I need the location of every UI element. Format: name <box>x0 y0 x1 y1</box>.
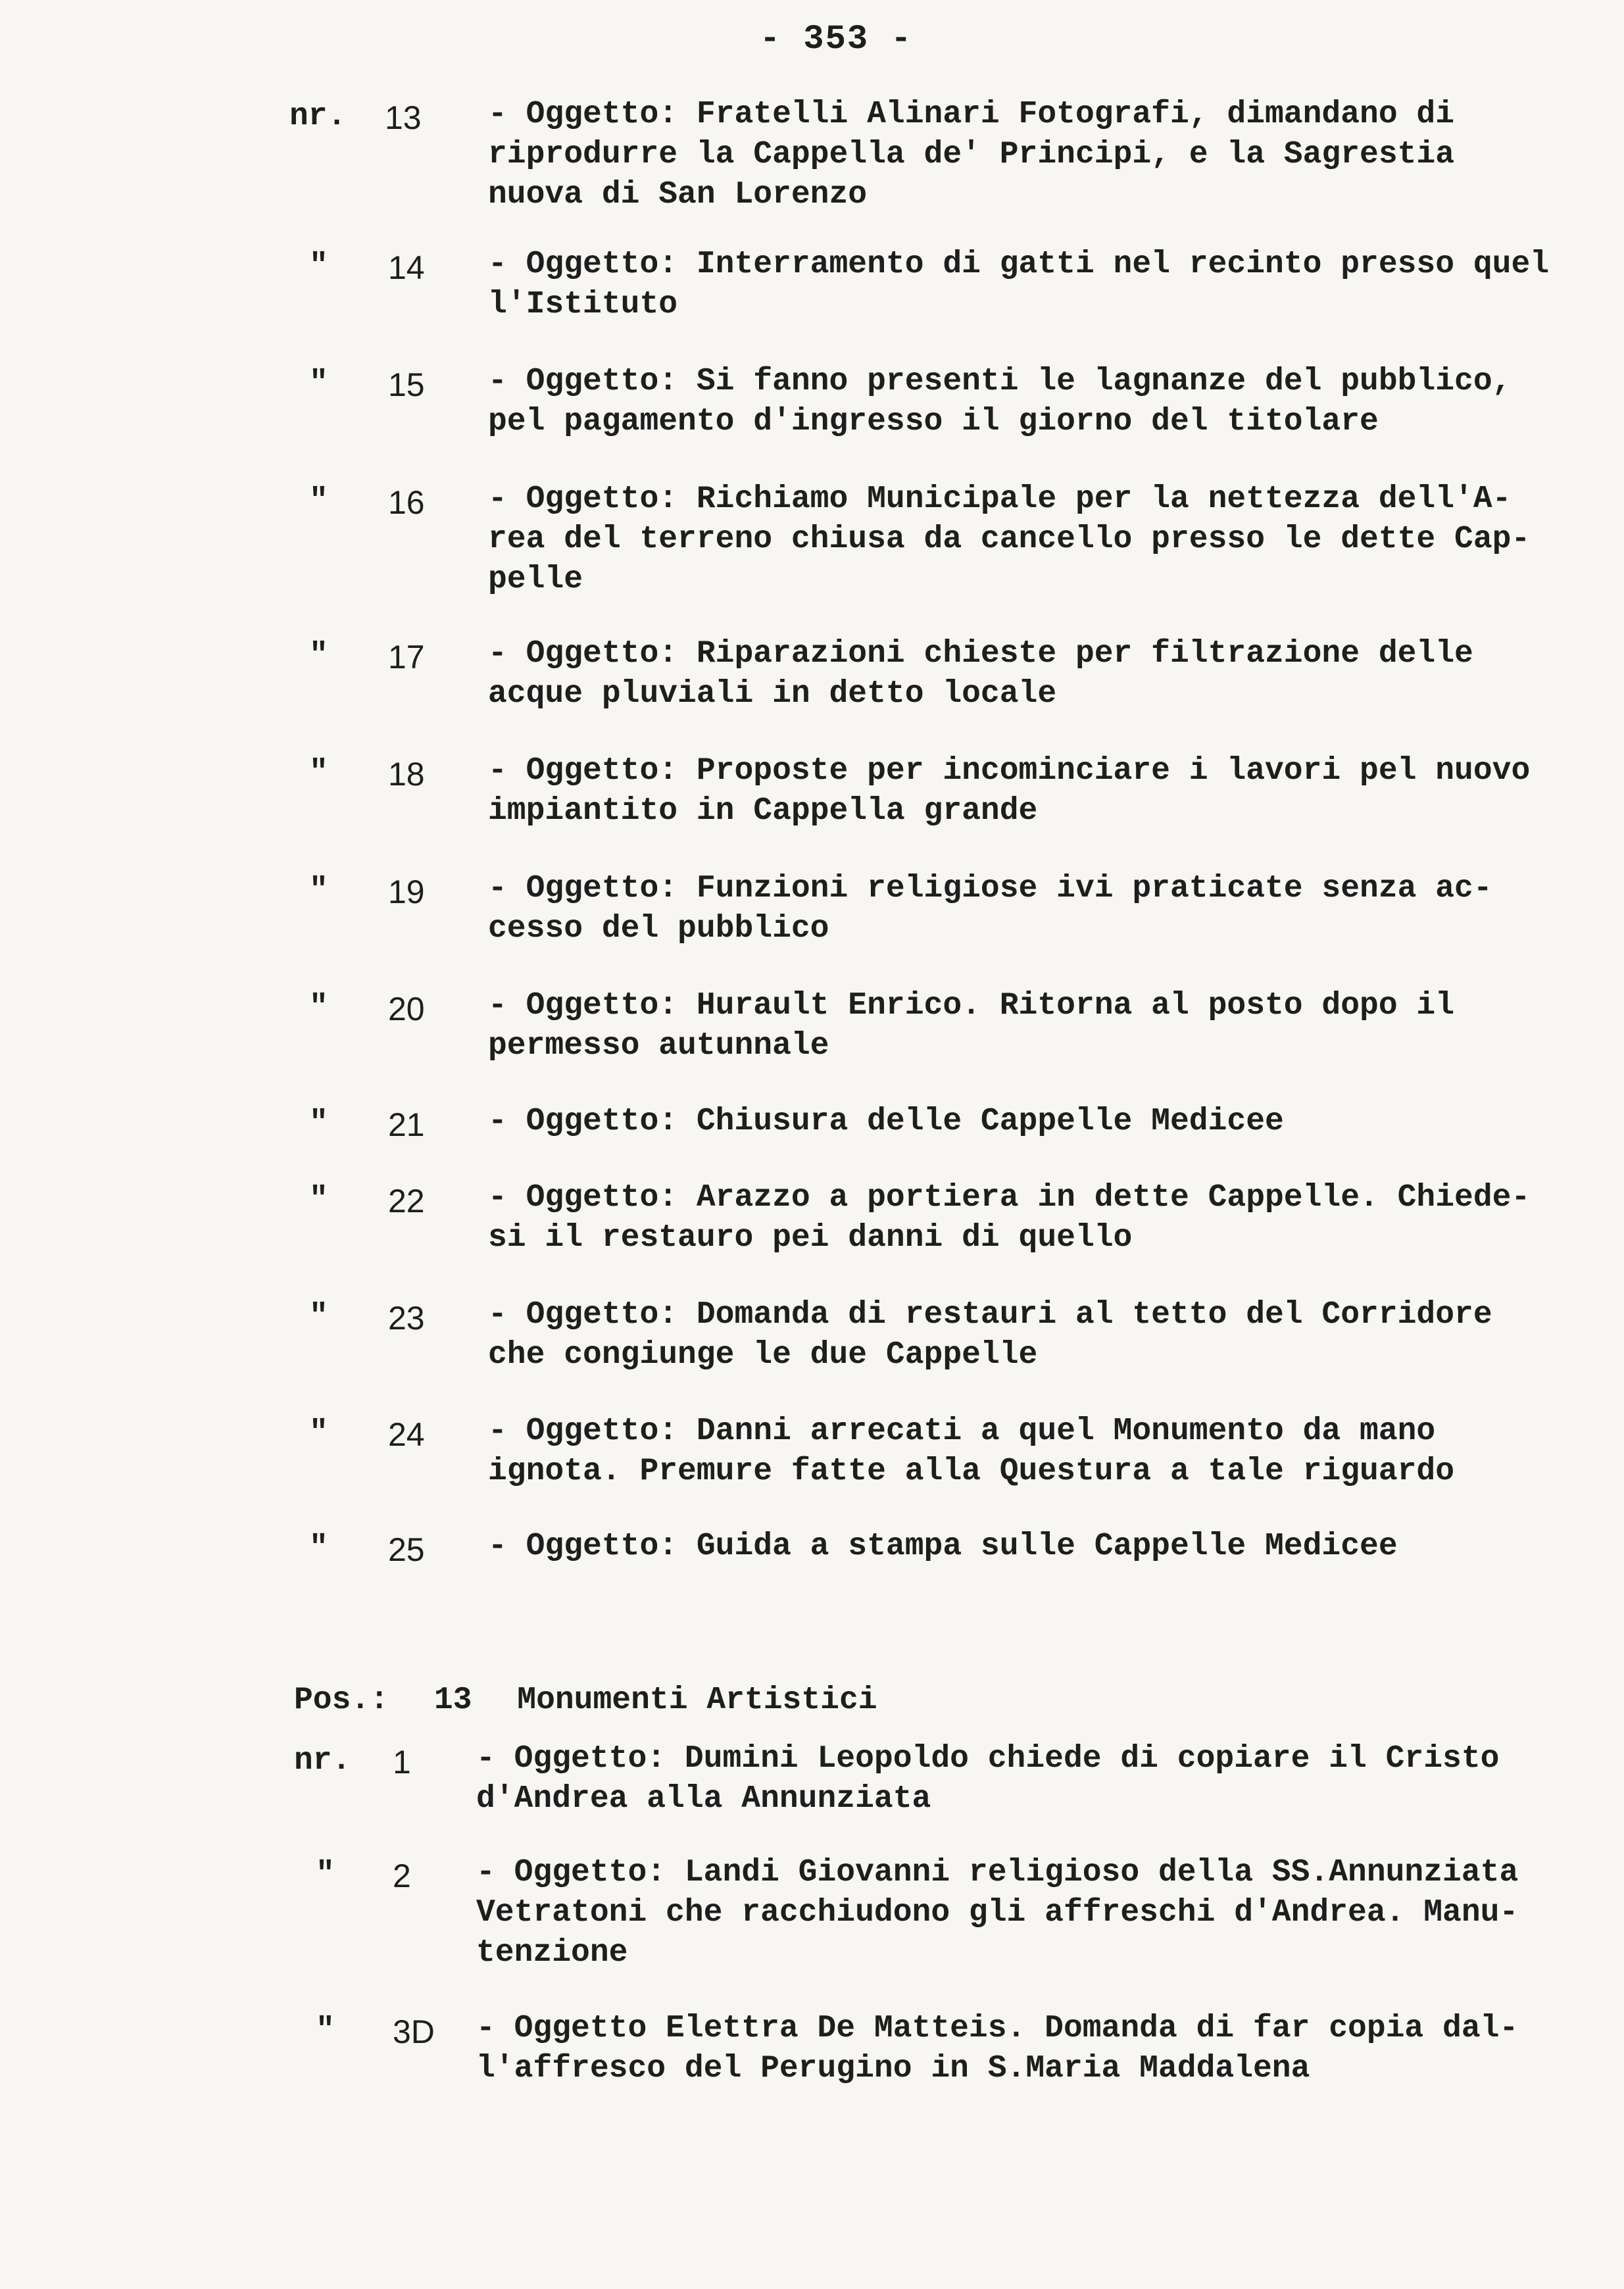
entry-line: - Oggetto: Danni arrecati a quel Monumento da mano <box>488 1414 1436 1449</box>
entry-line: si il restauro pei danni di quello <box>488 1220 1133 1256</box>
entry-line: - Oggetto: Proposte per incominciare i lavori pel nuovo <box>488 753 1531 789</box>
entry-text <box>488 362 1511 442</box>
entry-line: che congiunge le due Cappelle <box>488 1337 1038 1373</box>
entry-line: - Oggetto: Si fanno presenti le lagnanze del pubblico, <box>488 364 1512 399</box>
entry-text <box>488 751 1530 831</box>
entry-line: Vetratoni che racchiudono gli affreschi d'Andrea. Manu- <box>476 1895 1519 1931</box>
entry-line: - Oggetto: Arazzo a portiera in dette Cappelle. Chiede- <box>488 1180 1531 1216</box>
section-label: Pos.: <box>294 1683 389 1718</box>
entry-line: - Oggetto: Chiusura delle Cappelle Medicee <box>488 1104 1284 1139</box>
entry-number: 23 <box>388 1300 425 1337</box>
entry-line: cesso del pubblico <box>488 911 829 947</box>
entry-line: - Oggetto: Richiamo Municipale per la nettezza dell'A- <box>488 481 1512 517</box>
page-number: - 353 - <box>760 20 913 59</box>
entry-text <box>488 869 1492 949</box>
entry-line: permesso autunnale <box>488 1028 829 1064</box>
entry-number: 25 <box>388 1531 425 1568</box>
entry-lead: nr. <box>289 99 347 134</box>
entry-line: ignota. Premure fatte alla Questura a tale riguardo <box>488 1454 1455 1489</box>
entry-line: - Oggetto: Landi Giovanni religioso della SS.Annunziata <box>476 1855 1519 1890</box>
entry-text <box>488 1102 1284 1142</box>
entry-line: - Oggetto: Funzioni religiose ivi praticate senza ac- <box>488 871 1492 906</box>
entry-line: - Oggetto: Riparazioni chieste per filtrazione delle <box>488 636 1473 672</box>
entry-text <box>476 2009 1518 2089</box>
entry-lead: " <box>309 249 328 284</box>
entry-text <box>476 1853 1518 1973</box>
entry-text <box>488 95 1454 215</box>
entry-line: impiantito in Cappella grande <box>488 793 1038 829</box>
entry-number: 22 <box>388 1183 425 1219</box>
entry-number: 13 <box>385 99 422 136</box>
entry-line: - Oggetto: Hurault Enrico. Ritorna al posto dopo il <box>488 988 1455 1023</box>
entry-line: l'affresco del Perugino in S.Maria Maddalena <box>476 2051 1310 2086</box>
entry-text <box>476 1739 1499 1819</box>
entry-lead: nr. <box>294 1743 351 1779</box>
entry-line: - Oggetto: Guida a stampa sulle Cappelle Medicee <box>488 1529 1398 1564</box>
entry-number: 14 <box>388 249 425 286</box>
entry-lead: " <box>309 366 328 401</box>
entry-text <box>488 480 1530 600</box>
entry-line: - Oggetto: Dumini Leopoldo chiede di copiare il Cristo <box>476 1741 1500 1777</box>
entry-text <box>488 1412 1454 1492</box>
entry-line: acque pluviali in detto locale <box>488 676 1057 712</box>
entry-number: 15 <box>388 366 425 403</box>
entry-lead: " <box>309 1106 328 1141</box>
entry-number: 19 <box>388 874 425 910</box>
section-title: Monumenti Artistici <box>517 1683 877 1718</box>
entry-number: 21 <box>388 1106 425 1143</box>
entry-number: 18 <box>388 756 425 793</box>
entry-line: nuova di San Lorenzo <box>488 177 868 212</box>
entry-lead: " <box>309 1415 328 1451</box>
entry-lead: " <box>309 1182 328 1218</box>
entry-lead: " <box>309 755 328 791</box>
entry-number: 1 <box>393 1744 411 1781</box>
entry-lead: " <box>309 1531 328 1566</box>
entry-number: 17 <box>388 639 425 676</box>
entry-text <box>488 1527 1398 1567</box>
entry-line: - Oggetto: Domanda di restauri al tetto del Corridore <box>488 1297 1492 1333</box>
entry-line: - Oggetto: Fratelli Alinari Fotografi, dimandano di <box>488 97 1455 132</box>
entry-number: 20 <box>388 991 425 1027</box>
entry-number: 16 <box>388 484 425 521</box>
entry-line: tenzione <box>476 1935 628 1971</box>
entry-number: 2 <box>393 1858 411 1894</box>
entry-number: 3D <box>393 2013 435 2050</box>
entry-text <box>488 245 1549 325</box>
entry-text <box>488 986 1454 1066</box>
entry-lead: " <box>309 638 328 674</box>
entry-line: pelle <box>488 562 583 597</box>
entry-line: riprodurre la Cappella de' Principi, e la Sagrestia <box>488 137 1455 172</box>
entry-line: l'Istituto <box>488 287 678 322</box>
entry-lead: " <box>309 483 328 519</box>
entry-text <box>488 1178 1530 1258</box>
entry-line: rea del terreno chiusa da cancello presso le dette Cap- <box>488 522 1531 557</box>
section-heading <box>294 1683 877 1718</box>
section-number: 13 <box>433 1683 472 1718</box>
entry-line: d'Andrea alla Annunziata <box>476 1781 931 1817</box>
entry-text <box>488 634 1473 714</box>
entry-line: - Oggetto Elettra De Matteis. Domanda di far copia dal- <box>476 2011 1519 2046</box>
entry-lead: " <box>309 990 328 1025</box>
entry-text <box>488 1295 1492 1375</box>
entry-lead: " <box>316 1857 335 1892</box>
entry-line: - Oggetto: Interramento di gatti nel recinto presso quel <box>488 247 1550 282</box>
entry-line: pel pagamento d'ingresso il giorno del titolare <box>488 404 1379 439</box>
entry-lead: " <box>309 1299 328 1335</box>
entry-lead: " <box>316 2013 335 2048</box>
entry-lead: " <box>309 873 328 908</box>
entry-number: 24 <box>388 1416 425 1453</box>
